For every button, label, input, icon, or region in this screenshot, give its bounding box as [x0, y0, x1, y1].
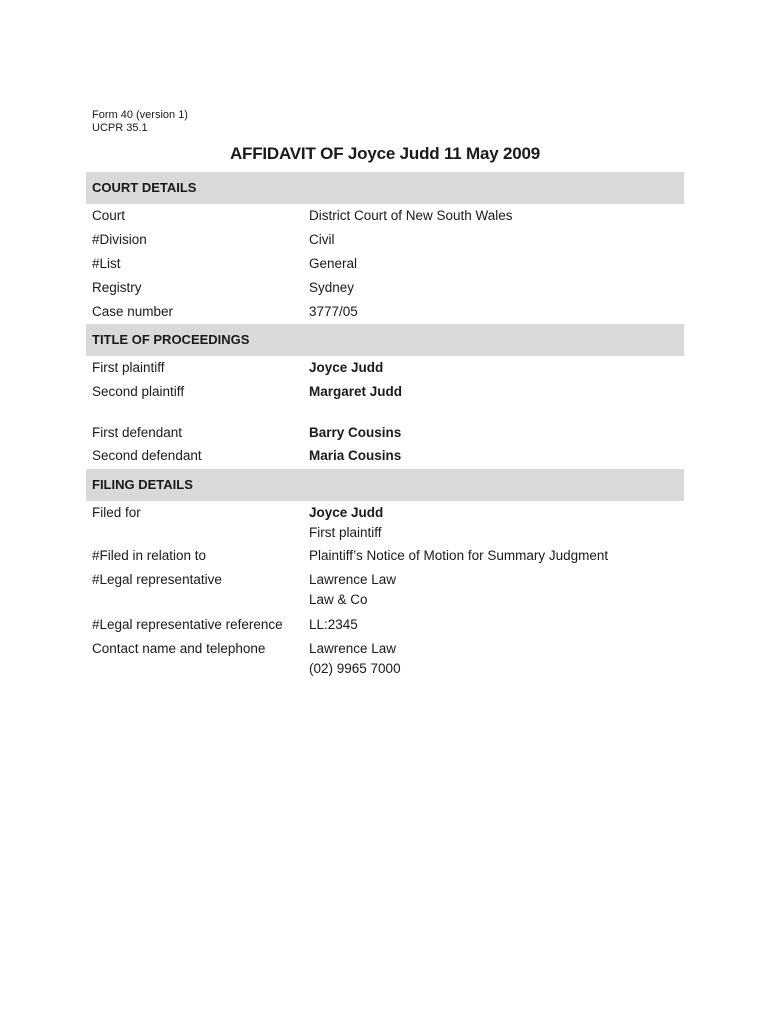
field-value: District Court of New South Wales	[309, 208, 513, 223]
field-label: Court	[92, 208, 126, 223]
field-label: #Filed in relation to	[92, 548, 207, 563]
field-label: Registry	[92, 280, 142, 295]
field-value: Civil	[309, 232, 335, 247]
section-header-court-details: COURT DETAILS	[86, 172, 684, 204]
field-label: Case number	[92, 304, 174, 319]
field-value: LL:2345	[309, 617, 358, 632]
filed-for-name: Joyce Judd	[309, 505, 384, 520]
party-name: Joyce Judd	[309, 360, 384, 375]
field-value	[309, 639, 401, 679]
party-name: Margaret Judd	[309, 384, 403, 399]
field-value: Plaintiff’s Notice of Motion for Summary Judgment	[309, 548, 609, 563]
field-label: #Division	[92, 232, 147, 247]
party-name: Maria Cousins	[309, 448, 402, 463]
document-title: AFFIDAVIT OF Joyce Judd 11 May 2009	[229, 144, 541, 163]
filed-for-role: First plaintiff	[309, 525, 382, 540]
field-label: #Legal representative	[92, 572, 222, 587]
section-header-filing-details: FILING DETAILS	[86, 469, 684, 501]
field-label: Second plaintiff	[92, 384, 185, 399]
field-value: General	[309, 256, 358, 271]
field-label: First defendant	[92, 425, 183, 440]
section-header-title-of-proceedings: TITLE OF PROCEEDINGS	[86, 324, 684, 356]
form-meta	[92, 109, 188, 135]
field-value	[309, 570, 396, 610]
form-number: Form 40 (version 1)	[92, 109, 188, 121]
legal-rep-line-2: Law & Co	[309, 592, 368, 607]
contact-name: Lawrence Law	[309, 641, 397, 656]
field-label: First plaintiff	[92, 360, 165, 375]
legal-rep-line-1: Lawrence Law	[309, 572, 397, 587]
field-value: Sydney	[309, 280, 355, 295]
field-value	[309, 503, 383, 543]
field-label: Contact name and telephone	[92, 641, 266, 656]
field-label: Second defendant	[92, 448, 202, 463]
form-rule: UCPR 35.1	[92, 122, 148, 134]
contact-phone: (02) 9965 7000	[309, 661, 401, 676]
field-label: Filed for	[92, 505, 141, 520]
party-name: Barry Cousins	[309, 425, 402, 440]
field-value: 3777/05	[309, 304, 358, 319]
field-label: #Legal representative reference	[92, 617, 283, 632]
field-label: #List	[92, 256, 121, 271]
